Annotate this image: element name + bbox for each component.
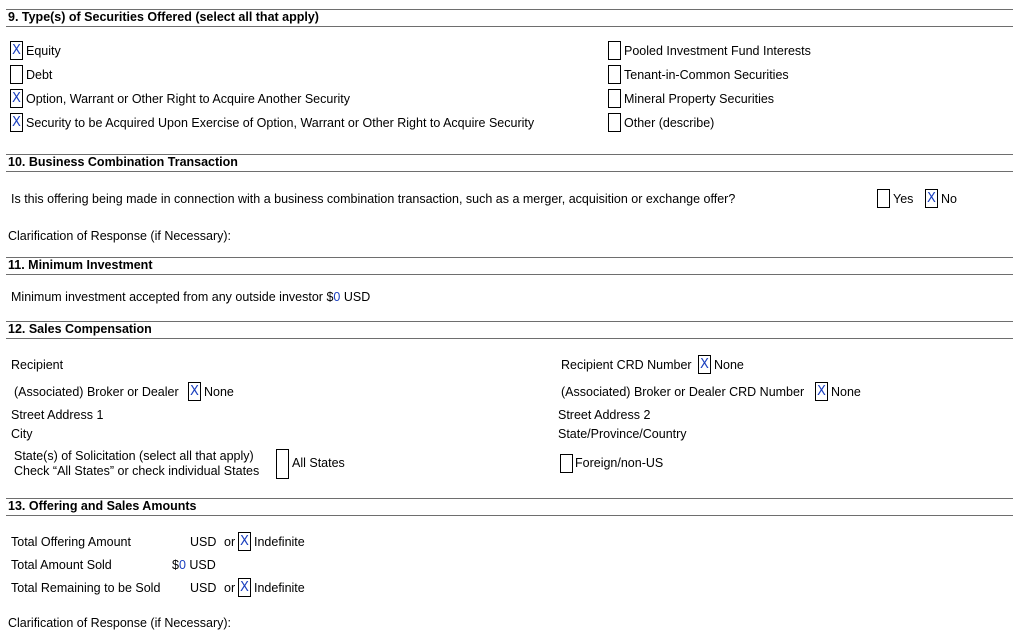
checkbox-pooled-fund[interactable] (608, 41, 621, 60)
section-10-header (6, 154, 1013, 172)
clarification-label-13: Clarification of Response (if Necessary): (8, 616, 231, 630)
minimum-investment-unit: USD (343, 290, 371, 304)
city-label: City (11, 427, 33, 441)
recipient-label: Recipient (11, 358, 64, 372)
recipient-crd-label: Recipient CRD Number (561, 358, 692, 372)
section-11-header (6, 257, 1013, 275)
minimum-investment-text: Minimum investment accepted from any outside investor (11, 290, 323, 304)
broker-dealer-crd-label: (Associated) Broker or Dealer CRD Number (561, 385, 805, 399)
total-amount-sold-label: Total Amount Sold (11, 558, 112, 572)
label-option-warrant: Option, Warrant or Other Right to Acquire Another Security (26, 92, 350, 106)
checkbox-business-combination-no[interactable]: X (925, 189, 938, 208)
total-remaining-indefinite-label: Indefinite (254, 581, 305, 595)
label-tenant-in-common: Tenant-in-Common Securities (624, 68, 789, 82)
checkbox-debt[interactable] (10, 65, 23, 84)
section-13-header (6, 498, 1013, 516)
checkbox-recipient-crd-none[interactable]: X (698, 355, 711, 374)
street-address-2-label: Street Address 2 (558, 408, 651, 422)
clarification-label-10: Clarification of Response (if Necessary): (8, 229, 231, 243)
sold-currency-symbol: $ (172, 558, 179, 572)
broker-dealer-none-label: None (204, 385, 234, 399)
section-10-title: 10. Business Combination Transaction (8, 155, 238, 169)
minimum-investment-amount: 0 (333, 290, 341, 304)
states-of-solicitation-label (14, 449, 259, 479)
solicitation-line-2: Check “All States” or check individual States (14, 464, 260, 478)
checkbox-business-combination-yes[interactable] (877, 189, 890, 208)
section-12-title: 12. Sales Compensation (8, 322, 152, 336)
label-no: No (941, 192, 957, 206)
section-13-title: 13. Offering and Sales Amounts (8, 499, 197, 513)
label-pooled-fund: Pooled Investment Fund Interests (624, 44, 811, 58)
street-address-1-label: Street Address 1 (11, 408, 104, 422)
label-yes: Yes (893, 192, 914, 206)
total-remaining-or: or (224, 581, 236, 595)
recipient-crd-none-label: None (714, 358, 744, 372)
foreign-non-us-label: Foreign/non-US (575, 456, 664, 470)
checkbox-all-states[interactable] (276, 449, 289, 479)
section-9-title: 9. Type(s) of Securities Offered (select all that apply) (8, 10, 319, 24)
checkbox-foreign-non-us[interactable] (560, 454, 573, 473)
total-offering-indefinite-label: Indefinite (254, 535, 305, 549)
total-amount-sold-value (172, 558, 216, 573)
total-remaining-usd: USD (190, 581, 217, 595)
checkbox-broker-dealer-none[interactable]: X (188, 382, 201, 401)
sold-amount: 0 (178, 558, 186, 572)
label-debt: Debt (26, 68, 53, 82)
checkbox-security-upon-exercise[interactable]: X (10, 113, 23, 132)
label-other-describe: Other (describe) (624, 116, 715, 130)
broker-dealer-crd-none-label: None (831, 385, 861, 399)
checkbox-total-remaining-indefinite[interactable]: X (238, 578, 251, 597)
checkbox-tenant-in-common[interactable] (608, 65, 621, 84)
section-11-title: 11. Minimum Investment (8, 258, 153, 272)
sold-usd: USD (189, 558, 216, 572)
total-offering-or: or (224, 535, 236, 549)
section-12-header (6, 321, 1013, 339)
checkbox-total-offering-indefinite[interactable]: X (238, 532, 251, 551)
checkbox-equity[interactable]: X (10, 41, 23, 60)
checkbox-option-warrant[interactable]: X (10, 89, 23, 108)
total-remaining-label: Total Remaining to be Sold (11, 581, 161, 595)
minimum-investment-line (11, 290, 370, 305)
state-province-country-label: State/Province/Country (558, 427, 687, 441)
total-offering-usd: USD (190, 535, 217, 549)
label-security-upon-exercise: Security to be Acquired Upon Exercise of Option, Warrant or Other Right to Acquire Security (26, 116, 535, 130)
solicitation-line-1: State(s) of Solicitation (select all that apply) (14, 449, 254, 463)
total-offering-amount-label: Total Offering Amount (11, 535, 131, 549)
currency-symbol: $ (326, 290, 334, 304)
section-9-header (6, 9, 1013, 27)
checkbox-mineral-property[interactable] (608, 89, 621, 108)
business-combination-question: Is this offering being made in connection with a business combination transaction, such as a merger, acquisition or exchange offer? (11, 192, 736, 206)
label-equity: Equity (26, 44, 61, 58)
label-mineral-property: Mineral Property Securities (624, 92, 775, 106)
checkbox-broker-dealer-crd-none[interactable]: X (815, 382, 828, 401)
all-states-label: All States (292, 456, 345, 470)
checkbox-other-describe[interactable] (608, 113, 621, 132)
broker-dealer-label: (Associated) Broker or Dealer (14, 385, 179, 399)
